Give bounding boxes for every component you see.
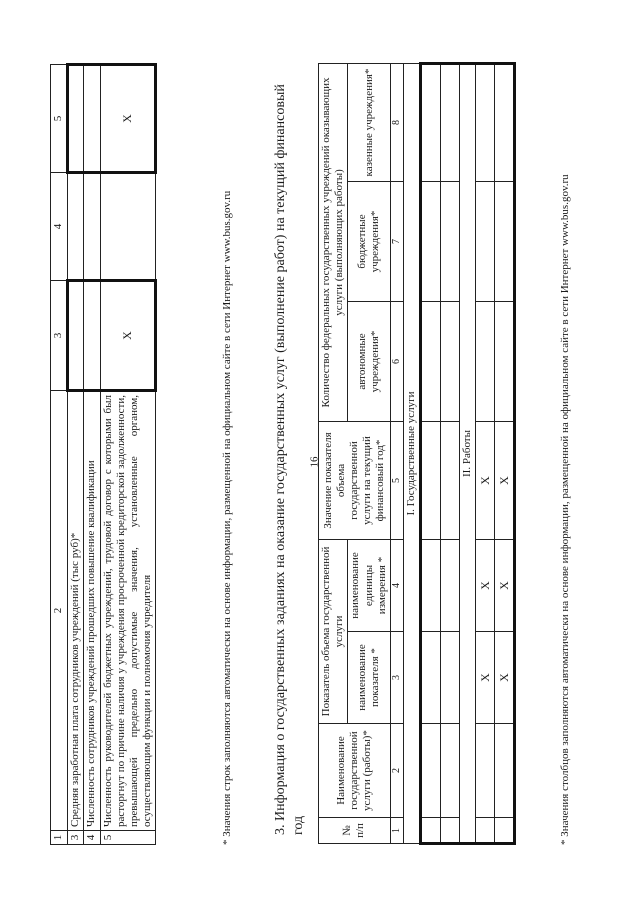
table-cell — [476, 724, 495, 818]
table-row — [421, 63, 441, 843]
table-cell — [495, 181, 515, 301]
row-number: 4 — [84, 831, 100, 845]
table-row — [441, 63, 460, 843]
x-cell: X — [495, 421, 515, 539]
table-cell — [476, 181, 495, 301]
header-number: № п/п — [319, 818, 391, 844]
section-title: 3. Информация о государственных заданиях на оказание государственных услуг (выполнение работ) на текущий финансовый год — [273, 84, 307, 835]
state-assignments-table — [318, 62, 516, 845]
table-cell — [476, 818, 495, 844]
header-indicator: Показатель объема государственной услуги — [319, 539, 348, 723]
value-cell — [84, 65, 100, 173]
table-cell — [421, 181, 441, 301]
table-cell — [495, 818, 515, 844]
header-indicator-unit: наименование единицы измерения * — [348, 539, 391, 631]
column-numbers-row — [390, 63, 403, 843]
table-row — [84, 65, 100, 845]
footnote: * Значения строк заполняются автоматически на основе информации, размещенной на официальном сайте в сети Интернет www.bus.gov.ru — [221, 190, 233, 845]
table-cell — [421, 301, 441, 421]
table-cell — [441, 632, 460, 724]
rotated-page-content — [50, 15, 610, 845]
table-row — [100, 65, 156, 845]
col-number: 7 — [390, 181, 403, 301]
col-number: 1 — [51, 831, 68, 845]
col-number: 2 — [51, 391, 68, 831]
table-cell — [421, 724, 441, 818]
col-number: 3 — [51, 281, 68, 391]
section-label-works: II. Работы — [460, 63, 476, 843]
table-row — [495, 63, 515, 843]
header-institutions-count: Количество федеральных государственных учреждений оказывающих услуги (выполняющих работы) — [319, 63, 348, 421]
x-cell: X — [495, 632, 515, 724]
value-cell: X — [100, 65, 156, 173]
header-state-owned: казенные учреждения* — [348, 63, 391, 181]
value-cell — [100, 173, 156, 281]
header-autonomous: автономные учреждения* — [348, 301, 391, 421]
value-cell — [84, 281, 100, 391]
footnote: * Значения столбцов заполняются автоматически на основе информации, размещенной на официальном сайте в сети Интернет www.bus.gov.ru — [559, 174, 571, 845]
header-service-name: Наименование государственной услуги (работы)* — [319, 724, 391, 818]
page-number: 16 — [308, 456, 321, 468]
section-label-services: I. Государственные услуги — [403, 63, 420, 843]
col-number: 1 — [390, 818, 403, 844]
table-cell — [421, 818, 441, 844]
table-cell — [441, 818, 460, 844]
table-cell — [441, 421, 460, 539]
table-cell — [421, 63, 441, 181]
row-label: Средняя заработная плата сотрудников учреждений (тыс руб)* — [68, 391, 84, 831]
header-budget: бюджетные учреждения* — [348, 181, 391, 301]
col-number: 2 — [390, 724, 403, 818]
value-cell — [68, 281, 84, 391]
col-number: 5 — [390, 421, 403, 539]
row-label: Численность сотрудников учреждений прошедших повышение квалификации — [84, 391, 100, 831]
value-cell: X — [100, 281, 156, 391]
header-indicator-name: наименование показателя * — [348, 632, 391, 724]
row-number: 5 — [100, 831, 156, 845]
row-label: Численность руководителей бюджетных учреждений, трудовой договор с которыми был расторгнут по причине наличия у учреждения просроченной кредиторской задолженности, превышающей предельно допустимые значения, установленные органом, осуществляющим функции и полномочия учредителя — [100, 391, 156, 831]
value-cell — [68, 65, 84, 173]
table-cell — [441, 301, 460, 421]
section-row — [403, 63, 420, 843]
table-cell — [441, 181, 460, 301]
x-cell: X — [476, 539, 495, 631]
table-row — [68, 65, 84, 845]
summary-table — [50, 63, 157, 845]
table-cell — [495, 724, 515, 818]
col-number: 8 — [390, 63, 403, 181]
col-number: 5 — [51, 65, 68, 173]
table-cell — [476, 63, 495, 181]
section-row — [460, 63, 476, 843]
col-number: 4 — [390, 539, 403, 631]
x-cell: X — [476, 421, 495, 539]
table-cell — [441, 539, 460, 631]
table-cell — [421, 421, 441, 539]
col-number: 3 — [390, 632, 403, 724]
col-number: 6 — [390, 301, 403, 421]
table-header-row — [51, 65, 68, 845]
table-cell — [441, 724, 460, 818]
table-cell — [495, 63, 515, 181]
value-cell — [68, 173, 84, 281]
table-cell — [421, 539, 441, 631]
table-cell — [476, 301, 495, 421]
value-cell — [84, 173, 100, 281]
table-cell — [421, 632, 441, 724]
x-cell: X — [476, 632, 495, 724]
row-number: 3 — [68, 831, 84, 845]
header-value: Значение показателя объема государственной услуги на текущий финансовый год* — [319, 421, 391, 539]
table-cell — [495, 301, 515, 421]
table-header-row — [319, 63, 348, 843]
x-cell: X — [495, 539, 515, 631]
col-number: 4 — [51, 173, 68, 281]
table-cell — [441, 63, 460, 181]
table-row — [476, 63, 495, 843]
